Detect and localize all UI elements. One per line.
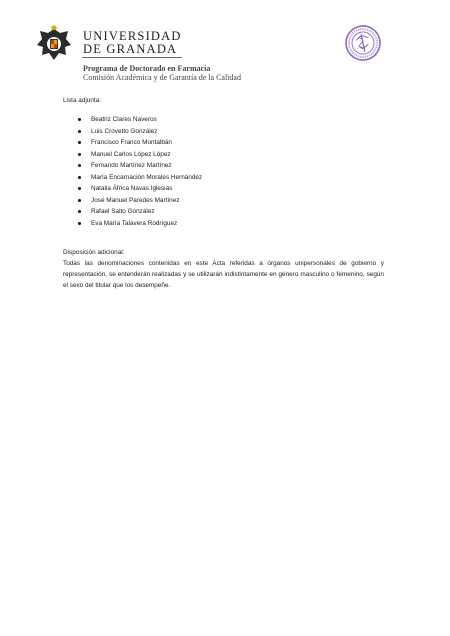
list-item bbox=[76, 137, 202, 149]
list-item bbox=[76, 160, 202, 172]
disposition-heading: Disposición adicional: bbox=[63, 249, 125, 256]
list-item bbox=[76, 195, 202, 207]
list-item bbox=[76, 172, 202, 184]
attendee-name: Francisco Franco Montalbán bbox=[91, 139, 172, 146]
list-item bbox=[76, 206, 202, 218]
list-item bbox=[76, 183, 202, 195]
attendee-name: María Encarnación Morales Hernández bbox=[91, 173, 203, 181]
attendee-name: Natalia África Navas Iglesias bbox=[91, 185, 173, 192]
disposition-text: Todas las denominaciones contenidas en este Acta referidas a órganos unipersonales de gobierno y representación, se entenderán realizadas y se utilizarán indistintamente en género masculino o femenino, según el sexo del titular que los desempeñe. bbox=[63, 260, 384, 289]
bullet-icon bbox=[78, 187, 81, 190]
bullet-icon bbox=[78, 153, 81, 156]
header-rule bbox=[82, 57, 182, 58]
list-item bbox=[76, 114, 202, 126]
attendee-name: Manuel Carlos López López bbox=[91, 150, 171, 158]
bullet-icon bbox=[78, 176, 81, 179]
list-item bbox=[76, 126, 202, 138]
list-item bbox=[76, 149, 202, 161]
attendee-name: José Manuel Paredes Martínez bbox=[91, 196, 180, 204]
list-heading: Lista adjunta: bbox=[63, 97, 102, 104]
bullet-icon bbox=[78, 210, 81, 213]
bullet-icon bbox=[78, 141, 81, 144]
bullet-icon bbox=[78, 164, 81, 167]
program-subtitle: Comisión Académica y de Garantía de la Calidad bbox=[83, 73, 241, 82]
program-title: Programa de Doctorado en Farmacia bbox=[83, 64, 211, 73]
bullet-icon bbox=[78, 118, 81, 121]
university-name-line2: DE GRANADA bbox=[83, 42, 178, 56]
bullet-icon bbox=[78, 222, 81, 225]
attendee-name: Fernando Martínez Martínez bbox=[91, 162, 172, 169]
attendee-name: Eva María Talavera Rodríguez bbox=[91, 219, 178, 227]
attendee-name: Rafael Salto González bbox=[91, 208, 155, 215]
university-name-line1: UNIVERSIDAD bbox=[83, 29, 182, 43]
bullet-icon bbox=[78, 199, 81, 202]
bullet-icon bbox=[78, 130, 81, 133]
university-crest-icon bbox=[33, 25, 75, 65]
attendee-list bbox=[76, 114, 202, 229]
attendee-name: Luis Crovetto González bbox=[91, 127, 158, 135]
list-item bbox=[76, 218, 202, 230]
pharmacy-faculty-seal-icon bbox=[341, 23, 385, 63]
attendee-name: Beatriz Clares Naveros bbox=[91, 116, 157, 123]
